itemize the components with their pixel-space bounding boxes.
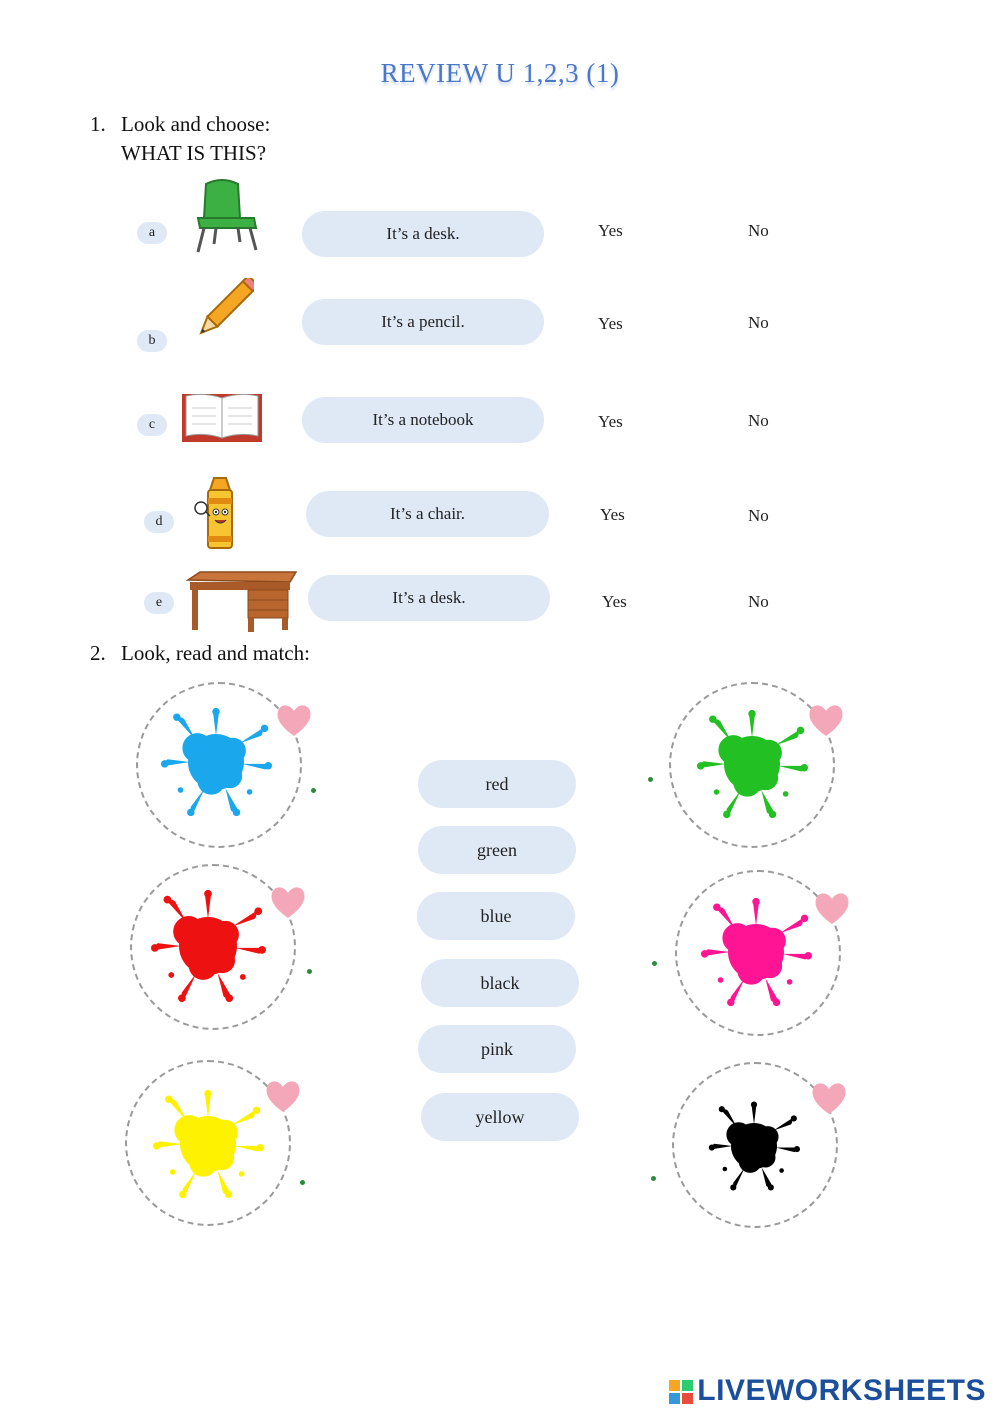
item-letter-e: e xyxy=(144,592,174,614)
heart-icon xyxy=(806,700,846,740)
sentence-pill-c: It’s a notebook xyxy=(302,397,544,443)
section1-heading: Look and choose: xyxy=(121,112,271,136)
chair-icon xyxy=(192,178,262,258)
match-dot-left-2[interactable] xyxy=(307,969,312,974)
heart-icon xyxy=(809,1078,849,1118)
paint-splash-icon xyxy=(696,708,808,820)
match-dot-left-3[interactable] xyxy=(300,1180,305,1185)
word-pill-red[interactable]: red xyxy=(418,760,576,808)
item-letter-b: b xyxy=(137,330,167,352)
section2-heading: Look, read and match: xyxy=(121,641,310,665)
match-dot-right-2[interactable] xyxy=(652,961,657,966)
sentence-pill-b: It’s a pencil. xyxy=(302,299,544,345)
section1-subheading: WHAT IS THIS? xyxy=(121,141,267,165)
word-pill-pink[interactable]: pink xyxy=(418,1025,576,1073)
match-dot-left-1[interactable] xyxy=(311,788,316,793)
paint-splash-shape xyxy=(161,708,272,816)
paint-splash-icon xyxy=(708,1100,800,1192)
yes-option-e[interactable]: Yes xyxy=(602,592,627,611)
no-option-d[interactable]: No xyxy=(748,506,769,525)
liveworksheets-logo xyxy=(669,1374,986,1408)
crayon-icon xyxy=(192,476,248,552)
paint-splash-shape xyxy=(151,890,266,1002)
paint-splash-shape xyxy=(153,1090,264,1198)
no-option-c[interactable]: No xyxy=(748,411,769,430)
no-option-b[interactable]: No xyxy=(748,313,769,332)
no-option-a[interactable]: No xyxy=(748,221,769,240)
liveworksheets-logo-text: LIVEWORKSHEETS xyxy=(697,1374,986,1407)
paint-splash-shape xyxy=(697,710,808,818)
section2-number: 2. xyxy=(90,641,106,665)
word-pill-yellow[interactable]: yellow xyxy=(421,1093,579,1141)
paint-splash-icon xyxy=(152,1088,264,1200)
item-letter-d: d xyxy=(144,511,174,533)
heart-icon xyxy=(274,700,314,740)
desk-icon xyxy=(186,570,298,634)
liveworksheets-logo-icon xyxy=(669,1380,693,1404)
heart-icon xyxy=(268,882,308,922)
match-dot-right-1[interactable] xyxy=(648,777,653,782)
word-pill-black[interactable]: black xyxy=(421,959,579,1007)
paint-splash-shape xyxy=(709,1102,800,1191)
sentence-pill-a: It’s a desk. xyxy=(302,211,544,257)
item-letter-c: c xyxy=(137,414,167,436)
item-letter-a: a xyxy=(137,222,167,244)
heart-icon xyxy=(812,888,852,928)
pencil-icon xyxy=(192,278,254,344)
paint-splash-icon xyxy=(160,706,272,818)
yes-option-d[interactable]: Yes xyxy=(600,505,625,524)
no-option-e[interactable]: No xyxy=(748,592,769,611)
yes-option-b[interactable]: Yes xyxy=(598,314,623,333)
match-dot-right-3[interactable] xyxy=(651,1176,656,1181)
paint-splash-icon xyxy=(150,888,266,1004)
page-title: REVIEW U 1,2,3 (1) xyxy=(380,58,620,88)
section1-number: 1. xyxy=(90,112,106,136)
heart-icon xyxy=(263,1076,303,1116)
paint-splash-icon xyxy=(700,896,812,1008)
yes-option-a[interactable]: Yes xyxy=(598,221,623,240)
word-pill-blue[interactable]: blue xyxy=(417,892,575,940)
notebook-icon xyxy=(180,390,264,444)
sentence-pill-e: It’s a desk. xyxy=(308,575,550,621)
sentence-pill-d: It’s a chair. xyxy=(306,491,549,537)
paint-splash-shape xyxy=(701,898,812,1006)
word-pill-green[interactable]: green xyxy=(418,826,576,874)
yes-option-c[interactable]: Yes xyxy=(598,412,623,431)
